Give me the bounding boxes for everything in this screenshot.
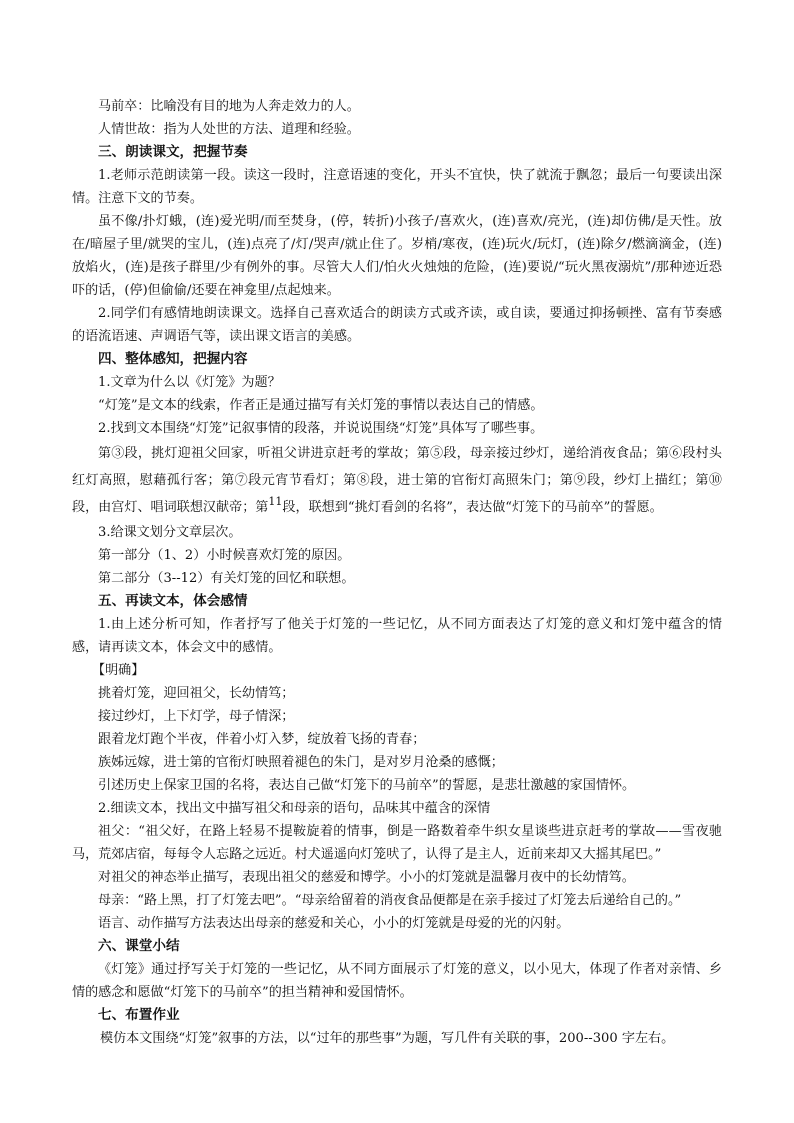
structure-part-1: 第一部分（1、2）小时候喜欢灯笼的原因。	[98, 548, 351, 563]
clarify-label: 【明确】	[92, 663, 145, 678]
question: 1.由上述分析可知，作者抒写了他关于灯笼的一些记忆，从不同方面表达了灯笼的意义和灯笼中蕴含的情感，请再读文本，体会文中的感情。	[72, 617, 722, 655]
definition-ma-qian-zu: 马前卒：比喻没有目的地为人奔走效力的人。	[98, 99, 360, 114]
list-item: 引述历史上保家卫国的名将，表达自己做“灯笼下的马前卒”的誓愿，是悲壮激越的家国情怀。	[98, 778, 636, 793]
homework: 模仿本文围绕“灯笼”叙事的方法，以“过年的那些事”为题，写几件有关联的事，200--300 字左右。	[100, 1031, 675, 1046]
grandfather-quote: 祖父：“祖父好，在路上轻易不提鞍旋着的情事，倒是一路数着牵牛织女星谈些进京赶考的掌故——雪夜驰马，荒郊店宿，每每令人忘路之远近。村犬遥遥向灯笼吠了，认得了是主人，近前来却又大摇其尾巴。”	[72, 824, 722, 862]
list-item: 挑着灯笼，迎回祖父，长幼情笃；	[98, 686, 295, 701]
question: 2.细读文本，找出文中描写祖父和母亲的语句，品味其中蕴含的深情	[98, 801, 491, 816]
analysis: 对祖父的神态举止描写，表现出祖父的慈爱和博学。小小的灯笼就是温馨月夜中的长幼情笃。	[98, 870, 635, 885]
definition-ren-qing-shi-gu: 人情世故：指为人处世的方法、道理和经验。	[98, 122, 360, 137]
answer-part-b: 段，联想到“挑灯看剑的名将”，表达做“灯笼下的马前卒”的誓愿。	[282, 500, 663, 515]
structure-part-2: 第二部分（3--12）有关灯笼的回忆和联想。	[98, 571, 355, 586]
document-page	[72, 95, 722, 1050]
question: 1.文章为什么以《灯笼》为题？	[98, 375, 281, 390]
paragraph-number-11: 11	[268, 495, 283, 508]
question: 3.给课文划分文章层次。	[98, 525, 242, 540]
answer	[72, 440, 722, 521]
analysis: 语言、动作描写方法表达出母亲的慈爱和关心，小小的灯笼就是母爱的光的闪射。	[98, 916, 570, 931]
paragraph: 2.同学们有感情地朗读课文。选择自己喜欢适合的朗读方式或齐读，或自读，要通过抑扬顿挫、富有节奏感的语流语速、声调语气等，读出课文语言的美感。	[72, 306, 722, 344]
section-heading-3: 三、朗读课文，把握节奏	[98, 144, 248, 160]
summary: 《灯笼》通过抒写关于灯笼的一些记忆，从不同方面展示了灯笼的意义，以小见大，体现了作者对亲情、乡情的感念和愿做“灯笼下的马前卒”的担当精神和爱国情怀。	[72, 962, 722, 1000]
section-heading-7: 七、布置作业	[98, 1007, 180, 1023]
mother-quote: 母亲：“路上黑，打了灯笼去吧”。“母亲给留着的消夜食品便都是在亲手接过了灯笼去后递给自己的。”	[98, 893, 682, 908]
section-heading-5: 五、再读文本，体会感情	[98, 593, 248, 609]
list-item: 族姊远嫁，进士第的官衔灯映照着褪色的朱门，是对岁月沧桑的感慨；	[98, 755, 504, 770]
section-heading-4: 四、整体感知，把握内容	[98, 351, 248, 367]
answer: “灯笼”是文本的线索，作者正是通过描写有关灯笼的事情以表达自己的情感。	[98, 398, 544, 413]
answer-part-a: 第③段，挑灯迎祖父回家，听祖父讲进京赶考的掌故；第⑤段，母亲接过纱灯，递给消夜食品；第⑥段村头红灯高照，慰藉孤行客；第⑦段元宵节看灯；第⑧段，进士第的官衔灯高照朱门；第⑨段，纱灯上描红；第⑩段，由宫灯、唱词联想汉献帝；第	[72, 446, 722, 515]
list-item: 跟着龙灯跑个半夜，伴着小灯入梦，绽放着飞扬的青春；	[98, 732, 426, 747]
list-item: 接过纱灯，上下灯学，母子情深；	[98, 709, 295, 724]
question: 2.找到文本围绕“灯笼”记叙事情的段落，并说说围绕“灯笼”具体写了哪些事。	[98, 421, 544, 436]
paragraph: 1.老师示范朗读第一段。读这一段时，注意语速的变化，开头不宜快，快了就流于飘忽；最后一句要读出深情。注意下文的节奏。	[72, 168, 722, 206]
reading-rhythm-passage: 虽不像/扑灯蛾，(连)爱光明/而至焚身，(停，转折)小孩子/喜欢火，(连)喜欢/亮光，(连)却仿佛/是天性。放在/暗屋子里/就哭的宝儿，(连)点亮了/灯/哭声/就止住了。岁梢/寒夜，(连)玩火/玩灯，(连)除夕/燃滴滴金，(连)放焰火，(连)是孩子群里/少有例外的事。尽管大人们/怕火火烛烛的危险，(连)要说/“玩火黑夜溺炕”/那种迹近恐吓的话，(停)但偷偷/还要在神龛里/点起烛来。	[72, 214, 722, 298]
section-heading-6: 六、课堂小结	[98, 938, 180, 954]
